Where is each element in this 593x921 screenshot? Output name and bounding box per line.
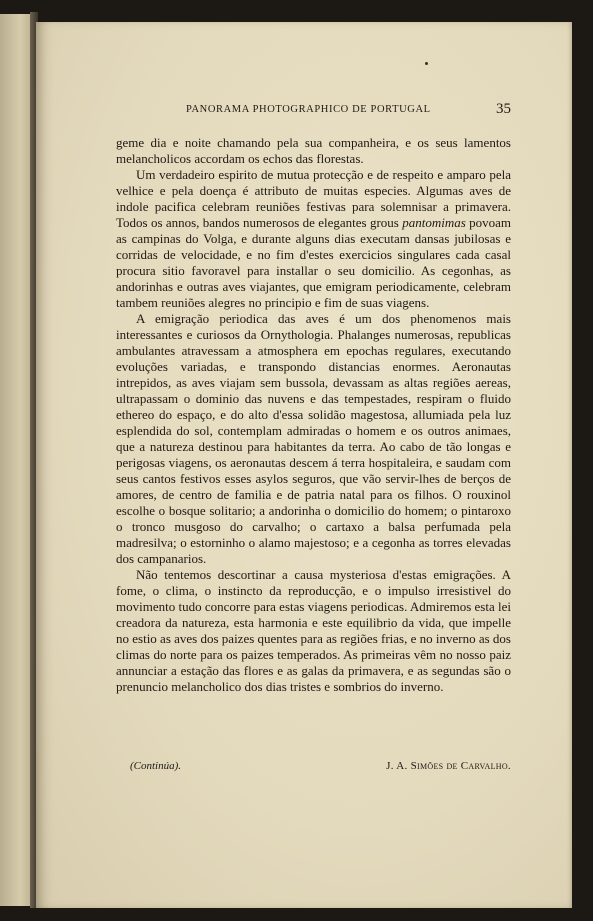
continued-note: (Continúa). (130, 760, 182, 772)
body-text (116, 135, 511, 695)
paper-speck (425, 62, 428, 65)
paragraph (116, 167, 511, 311)
running-head (116, 101, 511, 119)
page-number: 35 (496, 101, 511, 117)
book-page (36, 22, 572, 908)
author-signature: J. A. Simões de Carvalho. (386, 760, 511, 772)
paragraph-text: povoam as campinas do Volga, e durante alguns dias executam dansas jubilosas e corridas de velocidade, e no fim d'estes exercicios singulares cada casal procura sitio favoravel para installar o seu domicilio. As cegonhas, as andorinhas e outras aves viajantes, que emigram periodicamente, celebram tambem reuniões alegres no principio e fim de suas viagens. (116, 215, 512, 310)
paragraph: geme dia e noite chamando pela sua companheira, e os seus lamentos melancholicos accordam os echos das florestas. (116, 135, 511, 166)
emphasized-word: pantomimas (402, 215, 466, 230)
page-footer (116, 760, 511, 776)
paragraph-text: Um verdadeiro espirito de mutua protecção e de respeito e amparo pela velhice e pela doença é attributo de muitas especies. Algumas aves de indole pacifica celebram reuniões festivas para solemnisar a primavera. Todos os annos, bandos numerosos de elegantes grous (116, 167, 511, 230)
paragraph: A emigração periodica das aves é um dos phenomenos mais interessantes e curiosos da Ornythologia. Phalanges numerosas, republicas ambulantes atravessam a atmosphera em epochas regulares, executando evoluções variadas, e transpondo distancias enormes. Aeronautas intrepidos, as aves viajam sem bussola, devassam as altas regiões aereas, ultrapassam o dominio das nuvens e das tempestades, respiram o fluido ethereo do espaço, e do alto d'essa solidão magestosa, allumiada pela luz esplendida do sol, contemplam admiradas o homem e os outros animaes, que a natureza destinou para habitantes da terra. Ao cabo de tão longas e perigosas viagens, os aeronautas descem á terra hospitaleira, e saudam com seus cantos festivos esses asylos seguros, que vão servir-lhes de berços de amores, de centro de familia e de patria natal para os filhos. O rouxinol escolhe o bosque solitario; a andorinha o domicilio do homem; o pintaroxo o tronco musgoso do carvalho; o cartaxo a balsa perfumada pela madresilva; o estorninho o alamo majestoso; e a cegonha as torres elevadas dos campanarios. (116, 311, 511, 566)
paragraph: Não tentemos descortinar a causa mysteriosa d'estas emigrações. A fome, o clima, o instincto da reproducção, e o impulso irresistivel do movimento tudo concorre para estas viagens periodicas. Admiremos esta lei creadora da natureza, esta harmonia e este equilibrio da vida, que impelle no estio as aves dos paizes quentes para as regiões frias, e no inverno as dos climas do norte para os paizes temperados. As primeiras vêm no nosso paiz annunciar a estação das flores e as galas da primavera, e as segundas são o prenuncio melancholico dos dias tristes e sombrios do inverno. (116, 567, 511, 694)
header-title: PANORAMA PHOTOGRAPHICO DE PORTUGAL (186, 104, 431, 115)
